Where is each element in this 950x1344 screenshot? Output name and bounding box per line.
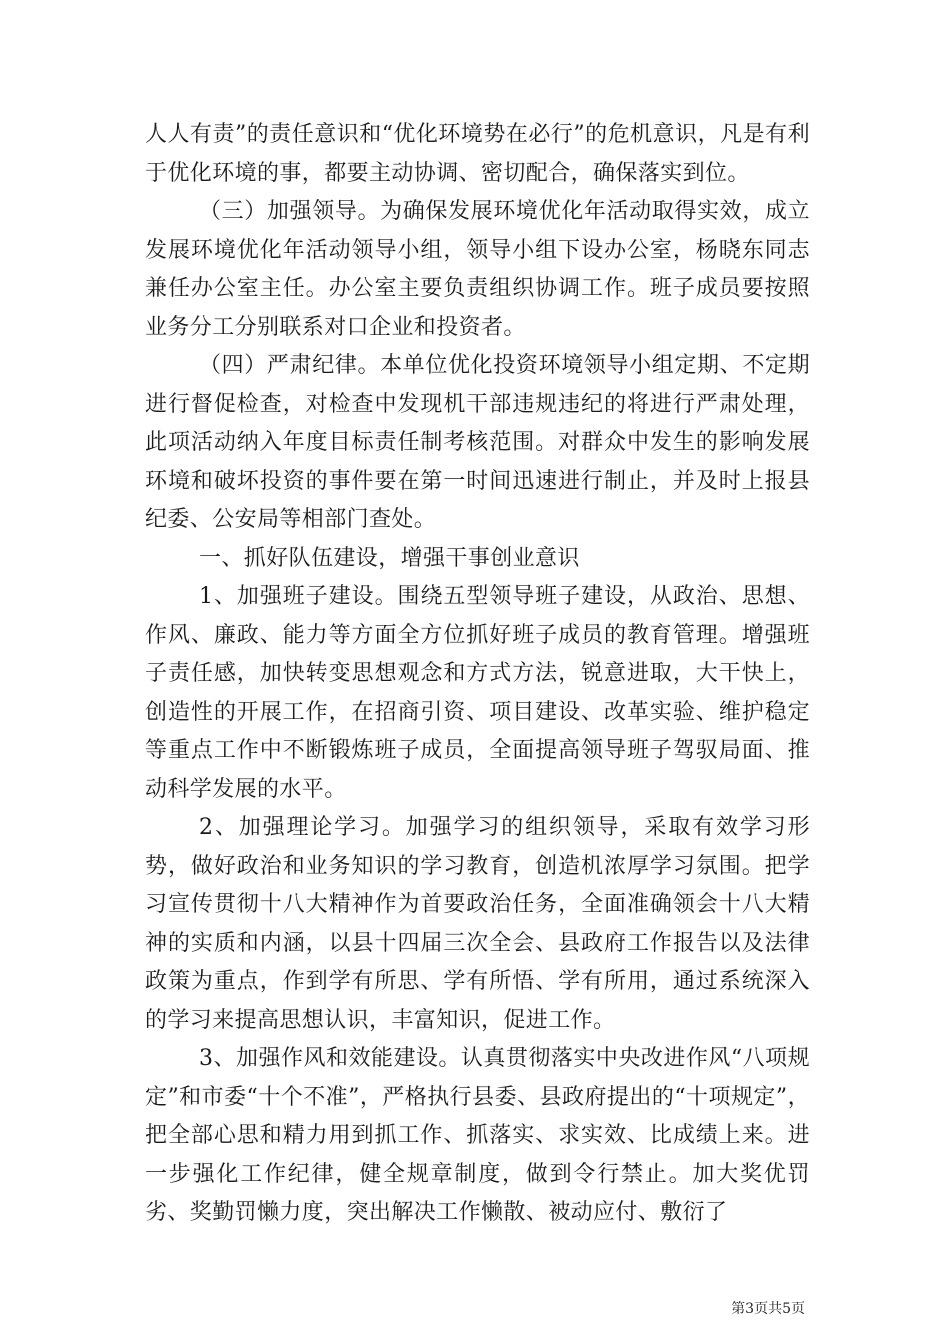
paragraph-team-construction: 1、加强班子建设。围绕五型领导班子建设，从政治、思想、作风、廉政、能力等方面全方位抓好班子成员的教育管理。增强班子责任感，加快转变思想观念和方式方法，锐意进取，大干快上，创造性的开展工作，在招商引资、项目建设、改革实验、维护稳定等重点工作中不断锻炼班子成员，全面提高领导班子驾驭局面、推动科学发展的水平。 — [145, 584, 810, 802]
document-body — [145, 116, 810, 1233]
paragraph-work-style: 3、加强作风和效能建设。认真贯彻落实中央改进作风“八项规定”和市委“十个不准”，严格执行县委、县政府提出的“十项规定”，把全部心思和精力用到抓工作、抓落实、求实效、比成绩上来。进一步强化工作纪律，健全规章制度，做到令行禁止。加大奖优罚劣、奖勤罚懒力度，突出解决工作懒散、被动应付、敷衍了 — [145, 1046, 810, 1225]
paragraph-continuation: 人人有责”的责任意识和“优化环境势在必行”的危机意识，凡是有利于优化环境的事，都要主动协调、密切配合，确保落实到位。 — [145, 122, 810, 186]
paragraph-strengthen-leadership: （三）加强领导。为确保发展环境优化年活动取得实效，成立发展环境优化年活动领导小组，领导小组下设办公室，杨晓东同志兼任办公室主任。办公室主要负责组织协调工作。班子成员要按照业务分工分别联系对口企业和投资者。 — [145, 199, 810, 340]
paragraph-strict-discipline: （四）严肃纪律。本单位优化投资环境领导小组定期、不定期进行督促检查，对检查中发现机干部违规违纪的将进行严肃处理，此项活动纳入年度目标责任制考核范围。对群众中发生的影响发展环境和破坏投资的事件要在第一时间迅速进行制止，并及时上报县纪委、公安局等相部门查处。 — [145, 353, 810, 532]
paragraph-theory-study: 2、加强理论学习。加强学习的组织领导，采取有效学习形势，做好政治和业务知识的学习教育，创造机浓厚学习氛围。把学习宣传贯彻十八大精神作为首要政治任务，全面准确领会十八大精神的实质和内涵，以县十四届三次全会、县政府工作报告以及法律政策为重点，作到学有所思、学有所悟、学有所用，通过系统深入的学习来提高思想认识，丰富知识，促进工作。 — [145, 815, 810, 1033]
page-number: 第3页共5页 — [731, 1301, 805, 1317]
section-heading-team-building: 一、抓好队伍建设，增强干事创业意识 — [199, 545, 580, 571]
